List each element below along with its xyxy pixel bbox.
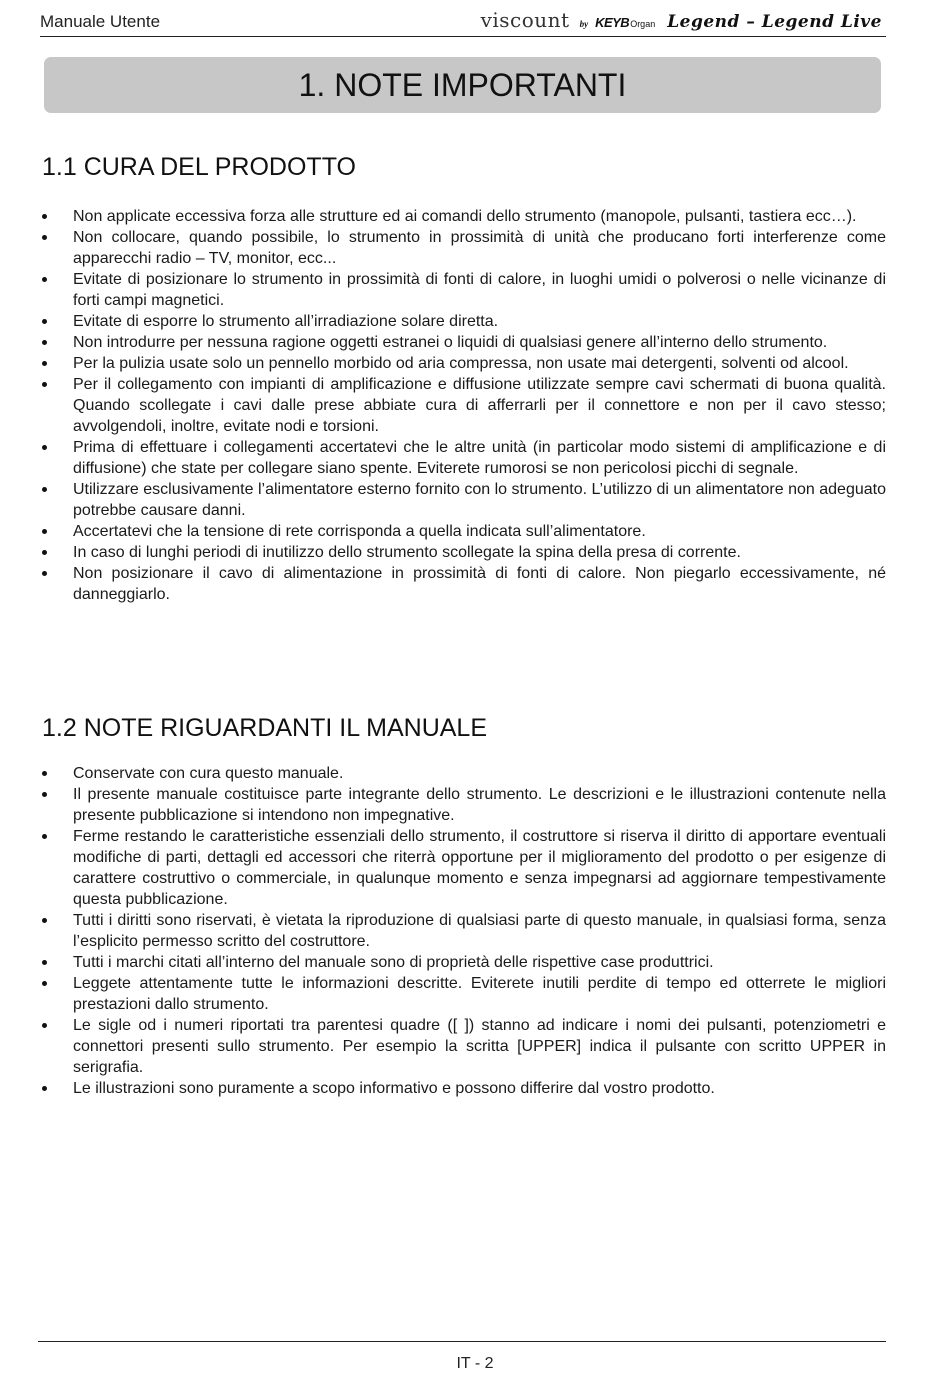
bullet-icon <box>42 529 47 534</box>
list-item-text: Accertatevi che la tensione di rete corrisponda a quella indicata sull’alimentatore. <box>73 523 646 540</box>
list-item <box>40 1078 886 1099</box>
list-item-text: Prima di effettuare i collegamenti accertatevi che le altre unità (in particolar modo sistemi di amplificazione e di diffusione) che state per collegare siano spente. Eviterete rumorosi se non pericolosi picchi di segnale. <box>73 439 886 477</box>
list-item-text: Non applicate eccessiva forza alle strutture ed ai comandi dello strumento (manopole, pulsanti, tastiera ecc…). <box>73 208 857 225</box>
bullet-icon <box>42 382 47 387</box>
list-item-text: Tutti i diritti sono riservati, è vietata la riproduzione di qualsiasi parte di questo manuale, in qualsiasi forma, senza l’esplicito permesso scritto del costruttore. <box>73 912 886 950</box>
list-item-text: Per la pulizia usate solo un pennello morbido od aria compressa, non usate mai detergenti, solventi od alcool. <box>73 355 849 372</box>
list-item <box>40 784 886 826</box>
list-item-text: Non collocare, quando possibile, lo strumento in prossimità di unità che producano forti interferenze come apparecchi radio – TV, monitor, ecc... <box>73 229 886 267</box>
list-item <box>40 952 886 973</box>
list-item-text: Non posizionare il cavo di alimentazione in prossimità di fonti di calore. Non piegarlo eccessivamente, né danneggiarlo. <box>73 565 886 603</box>
bullet-icon <box>42 1023 47 1028</box>
bullet-icon <box>42 981 47 986</box>
bullet-list-cura-prodotto <box>40 206 886 605</box>
bullet-icon <box>42 214 47 219</box>
chapter-title: 1. NOTE IMPORTANTI <box>298 67 627 103</box>
list-item <box>40 826 886 910</box>
list-item-text: Le illustrazioni sono puramente a scopo informativo e possono differire dal vostro prodotto. <box>73 1080 715 1097</box>
bullet-icon <box>42 792 47 797</box>
list-item <box>40 206 886 227</box>
bullet-icon <box>42 361 47 366</box>
list-item-text: Le sigle od i numeri riportati tra parentesi quadre ([ ]) stanno ad indicare i nomi dei pulsanti, potenziometri e connettori presenti sullo strumento. Per esempio la scritta [UPPER] indica il pulsante con scritto UPPER in serigrafia. <box>73 1017 886 1076</box>
list-item-text: Conservate con cura questo manuale. <box>73 765 344 782</box>
list-item <box>40 563 886 605</box>
bullet-icon <box>42 340 47 345</box>
list-item-text: Evitate di esporre lo strumento all’irradiazione solare diretta. <box>73 313 499 330</box>
list-item-text: Tutti i marchi citati all’interno del manuale sono di proprietà delle rispettive case produttrici. <box>73 954 714 971</box>
section-heading-note-manuale: 1.2 NOTE RIGUARDANTI IL MANUALE <box>42 714 487 742</box>
brand-organ-text: Organ <box>630 19 656 29</box>
section-heading-cura-prodotto: 1.1 CURA DEL PRODOTTO <box>42 153 356 181</box>
list-item <box>40 353 886 374</box>
list-item <box>40 521 886 542</box>
brand-keyb-logo: KEYB <box>595 15 630 30</box>
bullet-icon <box>42 1086 47 1091</box>
brand-by-text: by <box>579 19 589 29</box>
bullet-icon <box>42 571 47 576</box>
list-item <box>40 269 886 311</box>
page-number: IT - 2 <box>456 1355 494 1372</box>
list-item <box>40 311 886 332</box>
header-manual-label: Manuale Utente <box>40 12 161 31</box>
header-brand <box>481 8 882 32</box>
bullet-icon <box>42 277 47 282</box>
footer-divider <box>38 1341 886 1342</box>
bullet-icon <box>42 319 47 324</box>
list-item <box>40 479 886 521</box>
list-item-text: Utilizzare esclusivamente l’alimentatore esterno fornito con lo strumento. L’utilizzo di un alimentatore non adeguato potrebbe causare danni. <box>73 481 886 519</box>
list-item <box>40 763 886 784</box>
list-item <box>40 542 886 563</box>
bullet-icon <box>42 771 47 776</box>
page-header <box>40 0 886 37</box>
list-item <box>40 227 886 269</box>
bullet-icon <box>42 918 47 923</box>
product-name-logo: Legend – Legend Live <box>667 12 882 32</box>
list-item-text: Evitate di posizionare lo strumento in prossimità di fonti di calore, in luoghi umidi o polverosi o nelle vicinanze di forti campi magnetici. <box>73 271 886 309</box>
bullet-icon <box>42 487 47 492</box>
list-item-text: Non introdurre per nessuna ragione oggetti estranei o liquidi di qualsiasi genere all’interno dello strumento. <box>73 334 828 351</box>
bullet-icon <box>42 960 47 965</box>
bullet-icon <box>42 834 47 839</box>
list-item <box>40 437 886 479</box>
list-item-text: In caso di lunghi periodi di inutilizzo dello strumento scollegate la spina della presa di corrente. <box>73 544 741 561</box>
bullet-icon <box>42 235 47 240</box>
list-item <box>40 332 886 353</box>
list-item <box>40 374 886 437</box>
list-item-text: Il presente manuale costituisce parte integrante dello strumento. Le descrizioni e le illustrazioni contenute nella presente pubblicazione si intendono non impegnative. <box>73 786 886 824</box>
bullet-list-note-manuale <box>40 763 886 1099</box>
bullet-icon <box>42 550 47 555</box>
brand-viscount-logo: viscount <box>480 8 570 32</box>
list-item-text: Ferme restando le caratteristiche essenziali dello strumento, il costruttore si riserva il diritto di apportare eventuali modifiche di parti, dettagli ed accessori che riterrà opportune per il miglioramento del prodotto o per esigenze di carattere costruttivo o commerciale, in qualunque momento e senza impegnarsi ad aggiornare tempestivamente questa pubblicazione. <box>73 828 886 908</box>
bullet-icon <box>42 445 47 450</box>
list-item-text: Leggete attentamente tutte le informazioni descritte. Eviterete inutili perdite di tempo ed otterrete le migliori prestazioni dallo strumento. <box>73 975 886 1013</box>
list-item <box>40 1015 886 1078</box>
chapter-title-banner <box>44 57 881 113</box>
list-item-text: Per il collegamento con impianti di amplificazione e diffusione utilizzate sempre cavi schermati di buona qualità. Quando scollegate i cavi dalle prese abbiate cura di afferrarli per il connettore e non per il cavo stesso; avvolgendoli, inoltre, evitate nodi e torsioni. <box>73 376 886 435</box>
list-item <box>40 973 886 1015</box>
list-item <box>40 910 886 952</box>
